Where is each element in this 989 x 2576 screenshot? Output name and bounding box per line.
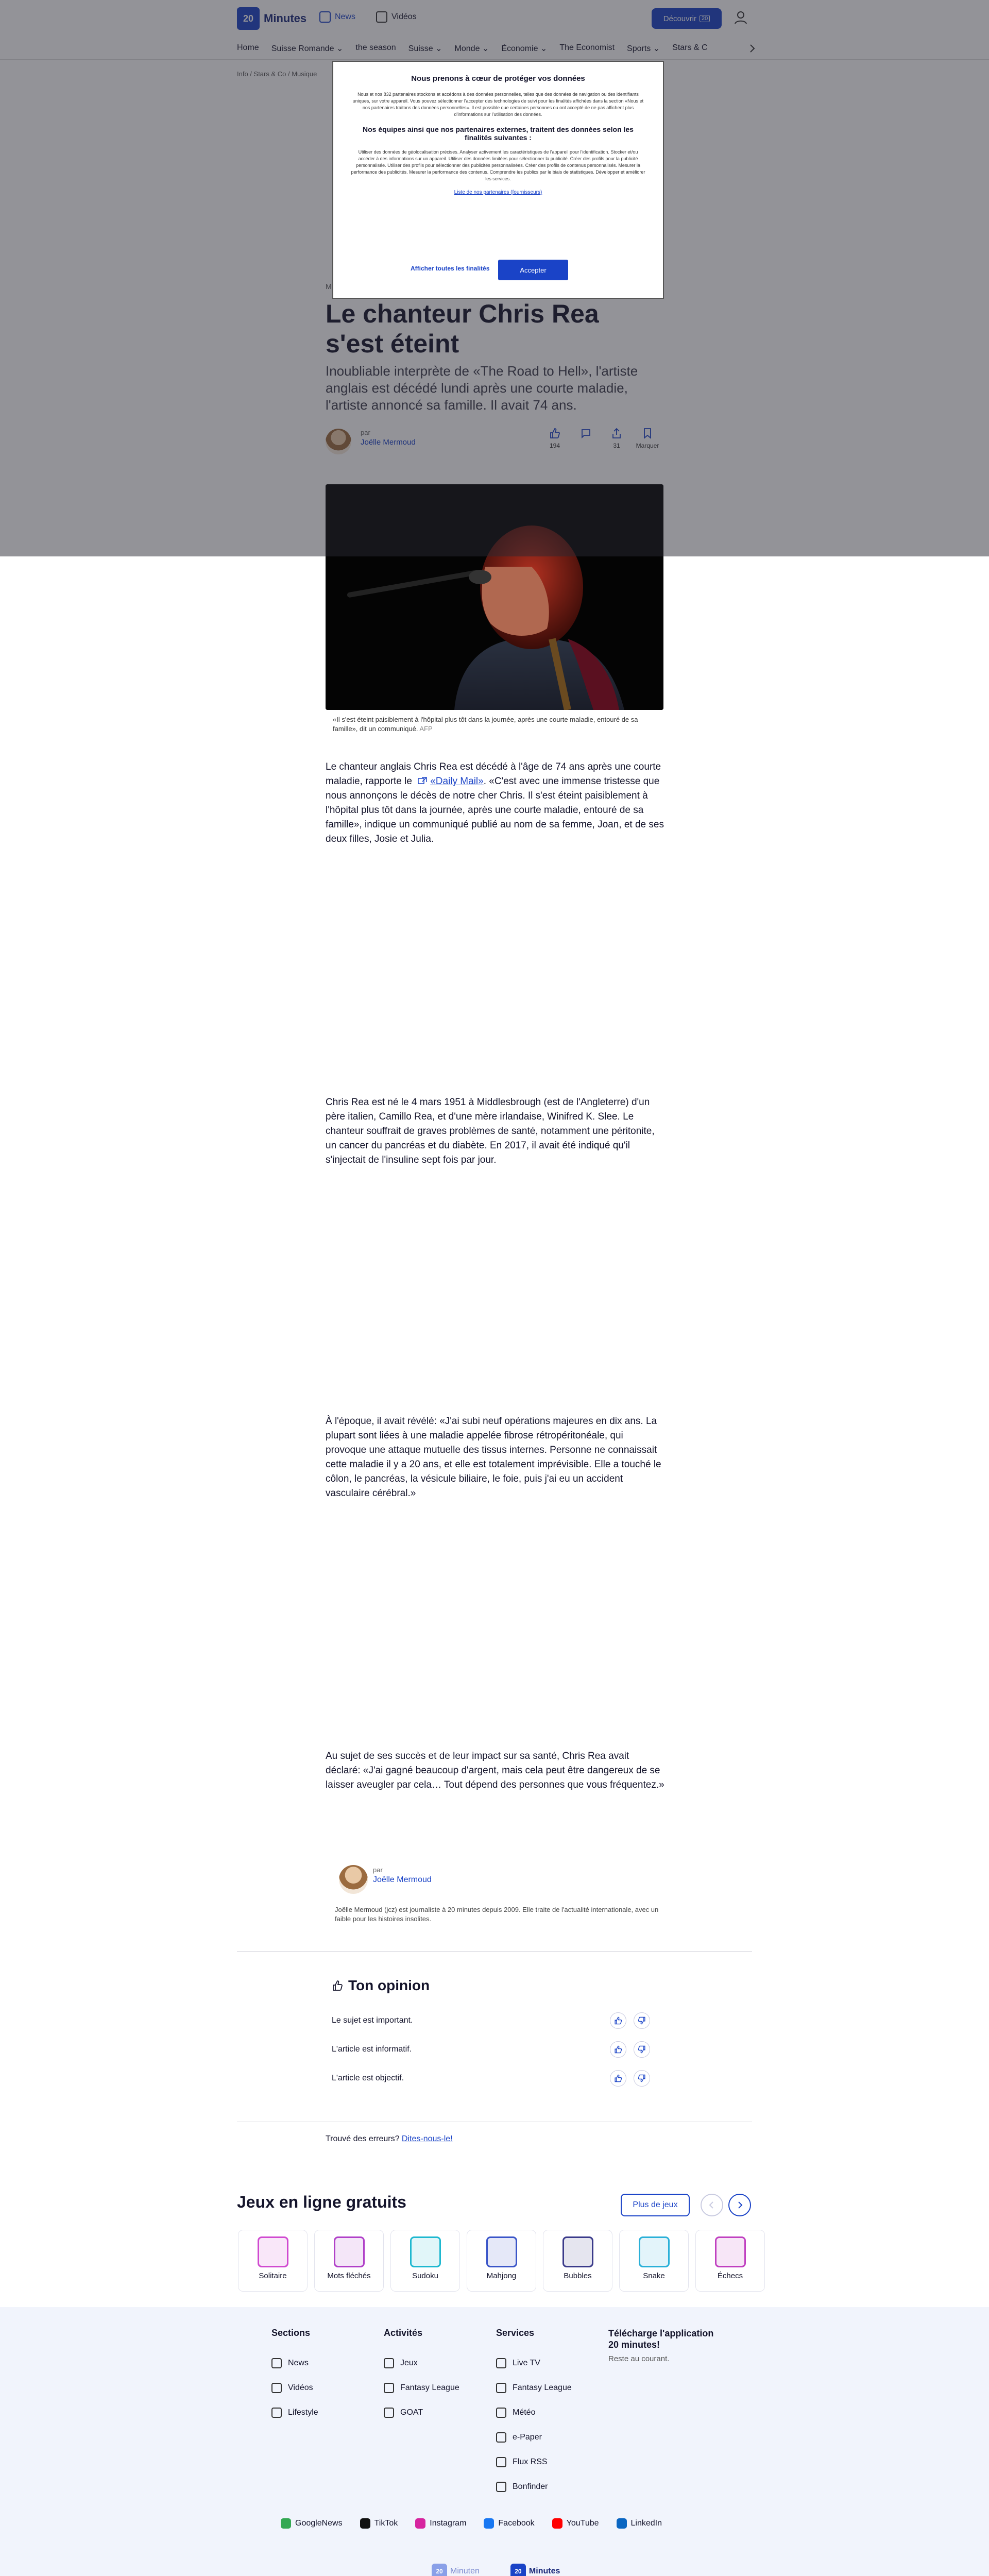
thumb-down-icon [638,2045,646,2054]
opinion-title-text: Ton opinion [348,1977,430,1993]
author-box [335,1861,664,1923]
game-icon [486,2236,517,2267]
opinion-title [332,1977,430,1994]
footer-link-icon [271,2383,282,2393]
footer-sections-title: Sections [271,2328,311,2338]
game-card[interactable] [619,2230,689,2292]
footer-link-label: Flux RSS [513,2458,548,2466]
author-box-prefix: par [373,1866,383,1874]
agree-button[interactable] [610,2070,626,2087]
consent-dialog [332,61,664,299]
footer-link-label: Fantasy League [400,2383,459,2392]
footer-link-label: e-Paper [513,2433,542,2442]
footer-link-label: News [288,2359,309,2367]
game-icon [639,2236,670,2267]
disagree-button[interactable] [634,2041,650,2058]
social-icon [484,2518,494,2529]
footer-link-label: Lifestyle [288,2408,318,2417]
brand-minuten-mark: 20 [432,2564,447,2576]
opinion-statement: L'article est objectif. [332,2074,404,2082]
report-errors [326,2134,453,2144]
thumb-up-icon [614,2045,622,2054]
games-next-button[interactable] [728,2194,751,2216]
game-card[interactable] [390,2230,460,2292]
social-label: Facebook [498,2519,535,2528]
caption-text: «Il s'est éteint paisiblement à l'hôpital plus tôt dans la journée, après une courte maladie, entouré de sa famille», dit un communiqué. [333,716,638,733]
game-card[interactable] [695,2230,765,2292]
opinion-row [332,2039,653,2060]
author-box-avatar[interactable] [339,1865,368,1894]
social-label: TikTok [374,2519,398,2528]
consent-text-1: Nous et nos 832 partenaires stockons et accédons à des données personnelles, telles que des données de navigation ou des identifiants uniques, sur votre appareil. Vous pouvez sélectionner l'accepter des technologies de suivi pour les finalités affichées dans la section «Nous et nos partenaires traitons des données personnelles». Il est possible que certaines personnes ou ont accepté de ne pas affichent plus d'informations sur l'utilisation des données. [352,92,644,117]
footer-link[interactable] [496,2450,572,2475]
game-label: Bubbles [564,2272,592,2280]
show-purposes-button[interactable]: Afficher toutes les finalités [411,265,490,272]
game-label: Snake [643,2272,665,2280]
games-title: Jeux en ligne gratuits [237,2193,406,2211]
game-card[interactable] [467,2230,536,2292]
footer-link[interactable] [271,2376,318,2400]
brand-logos [432,2564,560,2576]
disagree-button[interactable] [634,2012,650,2029]
consent-overlay [0,0,989,556]
footer-link-icon [271,2358,282,2368]
game-icon [562,2236,593,2267]
footer-services-title: Services [496,2328,535,2338]
game-card[interactable] [314,2230,384,2292]
footer-link[interactable] [384,2376,459,2400]
game-card[interactable] [543,2230,612,2292]
footer-link[interactable] [496,2351,572,2376]
brand-minuten-label: Minuten [450,2567,480,2575]
footer-link-label: Fantasy League [513,2383,572,2392]
paragraph-3: À l'époque, il avait révélé: «J'ai subi neuf opérations majeures en dix ans. La plupart sont liées à une maladie appelée fibrose rétropéritonéale, qui provoque une attaque mutuelle des tissus internes. Personne ne connaissait cette maladie il y a 20 ans, et elle est totalement imprévisible. Elle a touché le côlon, le pancréas, la vésicule biliaire, le foie, puis j'ai eu un accident vasculaire cérébral.» [326,1416,661,1499]
footer-link[interactable] [496,2475,572,2499]
footer-services [496,2328,572,2499]
brand-minutes-label: Minutes [528,2567,560,2575]
footer-link-label: Jeux [400,2359,418,2367]
author-box-name[interactable]: Joëlle Mermoud [373,1875,432,1884]
social-label: GoogleNews [295,2519,343,2528]
social-label: LinkedIn [630,2519,662,2528]
footer-link-icon [496,2408,506,2418]
footer-app [608,2328,717,2363]
consent-subtitle: Nos équipes ainsi que nos partenaires externes, traitent des données selon les finalités suivantes : [363,125,634,142]
errors-text: Trouvé des erreurs? [326,2134,402,2143]
footer-link-icon [496,2383,506,2393]
social-label: YouTube [566,2519,599,2528]
footer-link-label: Vidéos [288,2383,313,2392]
thumb-up-icon [614,2074,622,2082]
footer-link[interactable] [271,2400,318,2425]
footer-link-label: Bonfinder [513,2482,548,2491]
footer-link[interactable] [271,2351,318,2376]
opinion-statement: Le sujet est important. [332,2016,413,2025]
footer-sections [271,2328,318,2425]
footer-link-label: Live TV [513,2359,540,2367]
opinion-row [332,2010,653,2031]
game-label: Mots fléchés [327,2272,371,2280]
photo-caption [333,715,652,734]
footer [0,2307,989,2576]
game-card[interactable] [238,2230,308,2292]
games-prev-button[interactable] [701,2194,723,2216]
footer-link-icon [384,2383,394,2393]
paragraph-4: Au sujet de ses succès et de leur impact sur sa santé, Chris Rea avait déclaré: «J'ai gagné beaucoup d'argent, mais cela peut être dangereux de se laisser aveugler par cela… Tout dépend des personnes que vous fréquentez.» [326,1751,664,1790]
more-games-button[interactable]: Plus de jeux [621,2194,690,2216]
social-link[interactable] [552,2518,599,2529]
brand-minuten[interactable] [432,2564,480,2576]
footer-link[interactable] [496,2376,572,2400]
social-link[interactable] [617,2518,662,2529]
chevron-right-icon [736,2201,744,2209]
social-icon [552,2518,562,2529]
partners-link[interactable]: Liste de nos partenaires (fournisseurs) [454,190,542,195]
opinion-statement: L'article est informatif. [332,2045,412,2054]
thumb-up-icon [332,1980,343,1991]
thumb-down-icon [638,2074,646,2082]
footer-link[interactable] [496,2425,572,2450]
footer-link[interactable] [384,2351,459,2376]
author-bio: Joëlle Mermoud (jcz) est journaliste à 20 minutes depuis 2009. Elle traite de l'actualité internationale, avec un faible pour les histoires insolites. [335,1906,659,1923]
brand-minutes[interactable] [510,2564,560,2576]
p1-text-b: . «C'est avec une immense tristesse que nous annonçons le décès de notre cher Chris. Il s'est éteint paisiblement à l'hôpital plus tôt dans la journée, après une courte maladie, entouré de sa famille», indique un communiqué publié au nom de sa femme, Joan, et de ses deux filles, Josie et Julia. [326,776,664,844]
game-icon [410,2236,441,2267]
footer-activities-title: Activités [384,2328,423,2338]
accept-button[interactable]: Accepter [498,260,568,280]
social-icon [415,2518,425,2529]
footer-link-icon [384,2408,394,2418]
social-link[interactable] [360,2518,398,2529]
footer-link[interactable] [496,2400,572,2425]
p1-text-a: Le chanteur anglais Chris Rea est décédé à l'âge de 74 ans après une courte maladie, rapporte le [326,761,661,787]
social-links [281,2518,662,2529]
game-label: Solitaire [259,2272,287,2280]
caption-credit: AFP [419,725,433,733]
agree-button[interactable] [610,2041,626,2058]
brand-minutes-mark: 20 [510,2564,526,2576]
external-link-icon [418,777,427,784]
footer-link-icon [271,2408,282,2418]
footer-link-icon [496,2457,506,2467]
report-errors-link[interactable]: Dites-nous-le! [401,2134,453,2143]
footer-link[interactable] [384,2400,459,2425]
social-icon [360,2518,370,2529]
game-label: Sudoku [412,2272,438,2280]
social-icon [281,2518,291,2529]
opinion-row [332,2068,653,2089]
footer-link-icon [496,2432,506,2443]
agree-button[interactable] [610,2012,626,2029]
footer-activities [384,2328,459,2425]
consent-title: Nous prenons à cœur de protéger vos données [411,74,585,83]
footer-app-title: Télécharge l'application 20 minutes! [608,2328,714,2350]
footer-link-label: Météo [513,2408,536,2417]
footer-link-label: GOAT [400,2408,423,2417]
divider [237,1951,752,1952]
footer-link-icon [496,2358,506,2368]
social-link[interactable] [281,2518,343,2529]
game-icon [715,2236,746,2267]
consent-text-2: Utiliser des données de géolocalisation précises. Analyser activement les caractéristiques de l'appareil pour l'identification. Stocker et/ou accéder à des informations sur un appareil. Utiliser des données limitées pour sélectionner la publicité. Créer des profils pour la publicité personnalisée. Utiliser des profils pour sélectionner des publicités personnalisées. Créer des profils de contenus personnalisés. Mesurer la performance des publicités. Mesurer la performance des contenus. Comprendre les publics par le biais de statistiques. Développer et améliorer les services. [351,149,645,181]
game-icon [258,2236,288,2267]
paragraph-1 [326,760,666,846]
footer-link-icon [384,2358,394,2368]
social-link[interactable] [484,2518,534,2529]
game-label: Mahjong [486,2272,517,2280]
social-link[interactable] [415,2518,466,2529]
footer-link-icon [496,2482,506,2492]
thumb-up-icon [614,2016,622,2025]
thumb-down-icon [638,2016,646,2025]
game-icon [334,2236,365,2267]
social-label: Instagram [430,2519,467,2528]
chevron-left-icon [708,2201,716,2209]
social-icon [617,2518,627,2529]
disagree-button[interactable] [634,2070,650,2087]
footer-app-sub: Reste au courant. [608,2354,670,2363]
paragraph-2: Chris Rea est né le 4 mars 1951 à Middlesbrough (est de l'Angleterre) d'un père italien, Camillo Rea, et d'une mère irlandaise, Winifred K. Slee. Le chanteur souffrait de graves problèmes de santé, notamment une péritonite, un cancer du pancréas et du diabète. En 2017, il avait été indiqué qu'il s'injectait de l'insuline sept fois par jour. [326,1097,655,1165]
daily-mail-link[interactable]: «Daily Mail» [430,776,484,787]
game-label: Échecs [717,2272,743,2280]
